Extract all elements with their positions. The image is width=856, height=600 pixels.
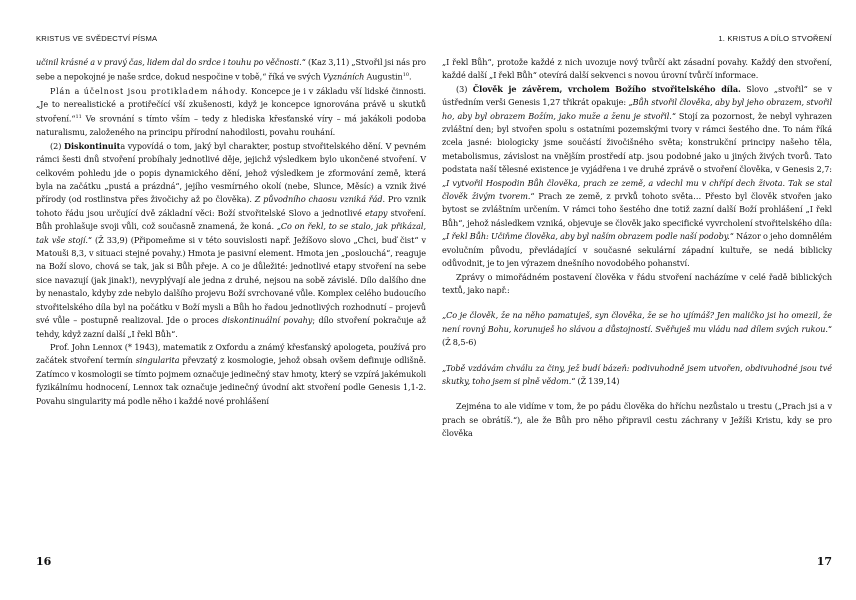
paragraph: „I řekl Bůh“, protože každé z nich uvozuje nový tvůrčí akt zásadní povahy. Každý den stvoření, každé další „I řekl Bůh“ otevírá další sekvenci s novou úrovní tvůrčí informace. xyxy=(442,57,832,81)
bible-quote: „Tobě vzdávám chválu za činy, jež budí bázeň: podivuhodně jsem utvořen, obdivuhodné jsou tvé skutky, toho jsem si plně vědom.“ (Ž 139,14) xyxy=(442,362,832,386)
page-number: 16 xyxy=(36,555,52,568)
paragraph: (2) Diskontinuita vypovídá o tom, jaký byl charakter, postup stvořitelského dění. V pevném rámci šesti dnů stvoření probíhaly jednotlivé děje, jejichž výsledkem bylo ukončené stvoření. V celkovém pohledu jde o popis dynamického dění, jehož výsledkem je zformování země, která byla na začátku „pustá a prázdná“, jejího vesmírného okolí (nebe, Slunce, Měsíc) a vznik živé přírody (od rostlinstva přes živočichy až po člověka). Z původního chaosu vzniká řád. Pro vznik tohoto řádu jsou určující dvě základní věci: Boží stvořitelské Slovo a jednotlivé etapy stvoření. Bůh prohlašuje svoji vůli, což současně znamená, že koná. „Co on řekl, to se stalo, jak přikázal, tak vše stojí.“ (Ž 33,9) (Připomeňme si v této souvislosti např. Ježíšovo slovo „Chci, buď čist“ v Matouši 8,3, v situaci stejné povahy.) Hmota je pasivní element. Hmota jen „poslouchá“, reaguje na Boží slovo, chová se tak, jak si Bůh přeje. A co je důležité: jednotlivé etapy stvoření na sebe sice navazují (jak jinak!), nevyplývají ale jedna z druhé, nejsou na sobě závislé. Dílo dalšího dne by nenastalo, kdyby zde nebylo dalšího projevu Boží svrchované vůle. Komplex celého budoucího stvořitelského díla byl na počátku v Boží mysli a Bůh ho řadou jednotlivých rozhodnutí – projevů své vůle – postupně realizoval. Jde o proces diskontinuální povahy; dílo stvoření pokračuje až tehdy, když zazní další „I řekl Bůh“. xyxy=(36,140,427,339)
right-page-body xyxy=(442,56,832,441)
paragraph: Zejména to ale vidíme v tom, že po pádu člověka do hříchu nezůstalo u trestu („Prach jsi a v prach se obrátíš.“), ale že Bůh pro něho připravil cestu záchrany v Ježíši Kristu, kdy se pro člověka xyxy=(442,401,832,439)
paragraph: Plán a účelnost jsou protikladem náhody. Koncepce je i v základu vší lidské činnosti. „Je to nerealistické a protiřečící vší zkušenosti, když je koncepce ignorována právě u skutků stvoření.“$^{11}$ Ve srovnání s tímto vším – tedy z hlediska křesťanské víry – má jakákoli podoba naturalismu, založeného na principu přírodní nahodilosti, povahu rouhání. xyxy=(36,85,426,138)
paragraph: (3) Člověk je závěrem, vrcholem Božího stvořitelského díla. Slovo „stvořil“ se v ústředním verši Genesis 1,27 třikrát opakuje: „Bůh stvořil člověka, aby byl jeho obrazem, stvořil ho, aby byl obrazem Božím, jako muže a ženu je stvořil.“ Stojí za pozornost, že nebyl vyhrazen zvláštní den; byl stvořen spolu s ostatními pozemskými tvory v rámci šestého dne. To nám říká zcela jasné: biologicky jsme součástí živočišného světa; konstrukční principy našeho těla, metabolismus, závislost na vnějším prostředí atp. jsou podobné jako u jiných živých tvorů. Tato podstata naší tělesné existence je vyjádřena i ve druhé zprávě o stvoření člověka, v Genesis 2,7: „I vytvořil Hospodin Bůh člověka, prach ze země, a vdechl mu v chřípí dech života. Tak se stal člověk živým tvorem.“ Prach ze země, z prvků tohoto světa… Přesto byl člověk stvořen jako bytost se zvláštním určením. V rámci toho šestého dne totiž zazní další Boží prohlášení „I řekl Bůh“, jehož následkem vzniká, objevuje se člověk jako specifické vyvrcholení stvořitelského díla: „I řekl Bůh: Učiňme člověka, aby byl naším obrazem podle naší podoby.“ Názor o jeho domnělém evolučním původu, převládající v současné sekulární západní kultuře, se nedá biblicky odůvodnit, je to jen výrazem dnešního novodobého pohanství. xyxy=(442,83,833,269)
running-head-left: KRISTUS VE SVĚDECTVÍ PÍSMA xyxy=(36,34,158,43)
bible-quote: „Co je člověk, že na něho pamatuješ, syn člověka, že se ho ujímáš? Jen maličko jsi ho omezil, že není rovný Bohu, korunuješ ho slávou a důstojností. Svěřuješ mu vládu nad dílem svých rukou.“ (Ž 8,5-6) xyxy=(442,310,832,348)
footnote-ref[interactable]: 11 xyxy=(75,114,82,121)
left-page xyxy=(36,0,426,600)
footnote-ref[interactable]: 10 xyxy=(402,72,409,79)
right-page xyxy=(442,0,832,600)
paragraph: učinil krásné a v pravý čas, lidem dal do srdce i touhu po věčnosti.“ (Kaz 3,11) „Stvořil jsi nás pro sebe a nepokojné je naše srdce, dokud nespočine v tobě,“ říká ve svých Vyznáních Augustin$^{10}$. xyxy=(36,57,426,83)
quote-text: učinil krásné a v pravý čas, lidem dal do srdce i touhu po věčnosti. xyxy=(36,57,302,67)
paragraph: Zprávy o mimořádném postavení člověka v řádu stvoření nacházíme v celé řadě biblických textů, jako např.: xyxy=(442,271,832,295)
running-head-right: 1. KRISTUS A DÍLO STVOŘENÍ xyxy=(718,34,832,43)
page-number: 17 xyxy=(816,555,832,568)
left-page-body xyxy=(36,56,426,408)
paragraph: Prof. John Lennox (* 1943), matematik z Oxfordu a známý křesťanský apologeta, používá pro začátek stvoření termín singularita převzatý z kosmologie, jehož obsah ovšem definuje odlišně. Zatímco v kosmologii se tímto pojmem označuje jedinečný stav hmoty, který se vzpírá jakémukoli fyzikálnímu hodnocení, Lennox tak označuje jedinečný úvodní akt stvoření podle Genesis 1,1-2. Povahu singularity má podle něho i každé nové prohlášení xyxy=(36,341,426,406)
